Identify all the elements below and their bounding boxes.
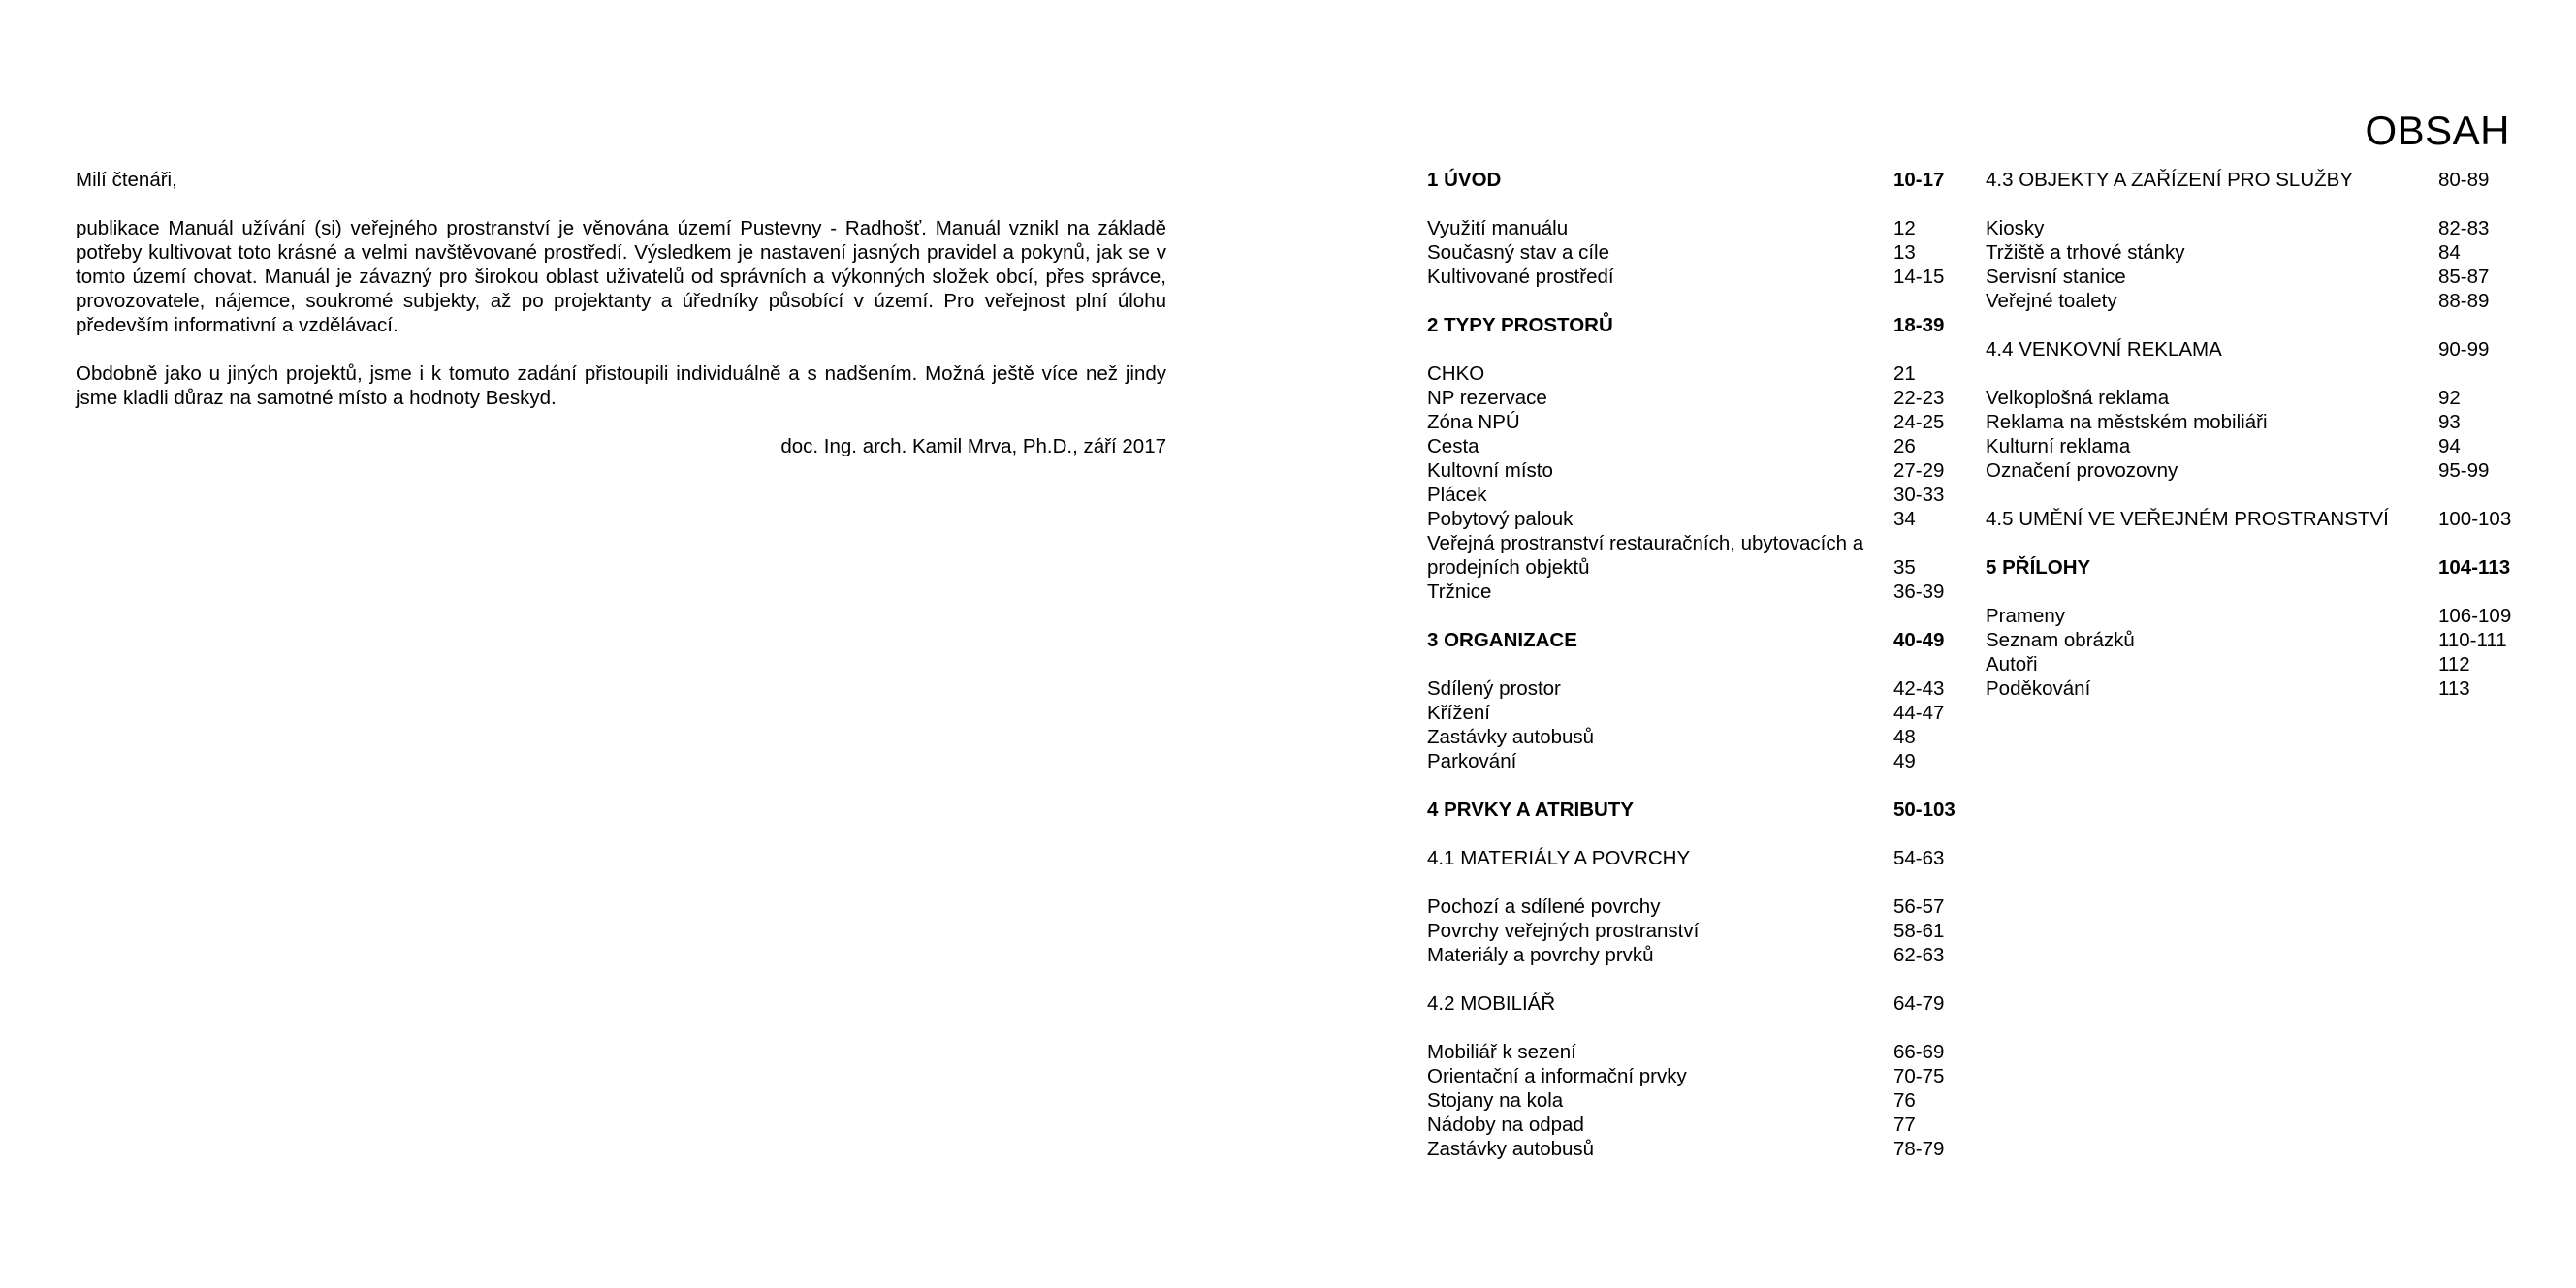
toc-entry [1427, 483, 1970, 507]
toc-entry-label: Zastávky autobusů [1427, 726, 1595, 748]
toc-entry-label: Tržnice [1427, 581, 1492, 603]
toc-entry-pages: 44-47 [1893, 702, 1945, 724]
toc-entry-pages: 34 [1893, 508, 1916, 530]
toc-entry-pages: 110-111 [2438, 629, 2507, 651]
toc-entry [1427, 458, 1970, 483]
toc-entry-label: Veřejné toalety [1986, 290, 2117, 312]
toc-entry-pages: 12 [1893, 217, 1916, 239]
toc-entry-pages: 18-39 [1893, 314, 1945, 336]
toc-entry-label: Veřejná prostranství restauračních, ubytovacích a prodejních objektů [1427, 532, 1864, 579]
toc-entry-pages: 48 [1893, 726, 1916, 748]
toc-entry-pages: 84 [2438, 241, 2461, 264]
toc-entry-label: Kultovní místo [1427, 459, 1553, 482]
toc-entry [1986, 337, 2514, 361]
toc-entry [1427, 531, 1970, 580]
toc-entry-pages: 62-63 [1893, 944, 1945, 966]
toc-entry-pages: 50-103 [1893, 799, 1956, 821]
toc-entry-label: 1 ÚVOD [1427, 169, 1502, 191]
toc-entry [1986, 676, 2514, 701]
toc-entry [1427, 991, 1970, 1016]
toc-entry [1427, 1040, 1970, 1064]
toc-entry [1986, 458, 2514, 483]
toc-entry [1427, 919, 1970, 943]
toc-entry-pages: 30-33 [1893, 484, 1945, 506]
toc-entry-label: Zastávky autobusů [1427, 1138, 1595, 1160]
toc-entry [1986, 216, 2514, 240]
toc-entry [1427, 410, 1970, 434]
toc-entry-label: Reklama na městském mobiliáři [1986, 411, 2268, 433]
toc-entry-label: Využití manuálu [1427, 217, 1569, 239]
toc-entry-label: 4 PRVKY A ATRIBUTY [1427, 799, 1635, 821]
toc-entry [1986, 652, 2514, 676]
toc-entry [1427, 216, 1970, 240]
toc-entry-label: Povrchy veřejných prostranství [1427, 920, 1700, 942]
toc-entry-label: Orientační a informační prvky [1427, 1065, 1687, 1087]
toc-entry-pages: 78-79 [1893, 1138, 1945, 1160]
toc-entry-pages: 94 [2438, 435, 2461, 457]
toc-entry-pages: 70-75 [1893, 1065, 1945, 1087]
toc-entry-pages: 82-83 [2438, 217, 2490, 239]
toc-entry-label: 2 TYPY PROSTORŮ [1427, 314, 1613, 336]
toc-entry-label: Autoři [1986, 653, 2038, 675]
toc-entry-label: Tržiště a trhové stánky [1986, 241, 2185, 264]
toc-entry [1427, 943, 1970, 967]
toc-entry-label: Materiály a povrchy prvků [1427, 944, 1654, 966]
toc-entry-label: 4.4 VENKOVNÍ REKLAMA [1986, 338, 2222, 361]
toc-entry-pages: 92 [2438, 387, 2461, 409]
toc-entry-pages: 35 [1893, 556, 1916, 579]
foreword-greeting: Milí čtenáři, [76, 169, 177, 191]
toc-entry-label: Cesta [1427, 435, 1479, 457]
toc-title: OBSAH [2365, 108, 2510, 153]
toc-entry [1427, 240, 1970, 265]
toc-entry [1986, 434, 2514, 458]
toc-entry-pages: 40-49 [1893, 629, 1945, 651]
toc-entry-pages: 13 [1893, 241, 1916, 264]
toc-entry [1986, 604, 2514, 628]
toc-entry-label: Parkování [1427, 750, 1517, 772]
toc-entry-label: 4.3 OBJEKTY A ZAŘÍZENÍ PRO SLUŽBY [1986, 169, 2353, 191]
toc-entry [1427, 798, 1970, 822]
toc-entry-pages: 77 [1893, 1114, 1916, 1136]
toc-entry-pages: 76 [1893, 1089, 1916, 1112]
toc-entry-label: Zóna NPÚ [1427, 411, 1520, 433]
foreword-signature: doc. Ing. arch. Kamil Mrva, Ph.D., září 2017 [780, 435, 1166, 457]
toc-entry-pages: 42-43 [1893, 677, 1945, 700]
toc-entry-label: 5 PŘÍLOHY [1986, 556, 2091, 579]
toc-entry [1427, 1064, 1970, 1088]
toc-entry-label: 4.5 UMĚNÍ VE VEŘEJNÉM PROSTRANSTVÍ [1986, 508, 2389, 530]
toc-entry [1427, 725, 1970, 749]
toc-entry-pages: 56-57 [1893, 895, 1945, 918]
toc-entry-pages: 21 [1893, 362, 1916, 385]
toc-entry [1986, 628, 2514, 652]
foreword-paragraph: Obdobně jako u jiných projektů, jsme i k tomuto zadání přistoupili individuálně a s nadšením. Možná ještě více než jindy jsme kladli důraz na samotné místo a hodnoty Beskyd. [76, 362, 1166, 409]
toc-entry [1427, 507, 1970, 531]
toc-entry-label: CHKO [1427, 362, 1485, 385]
toc-entry [1427, 701, 1970, 725]
toc-entry [1427, 434, 1970, 458]
toc-entry-pages: 113 [2438, 677, 2470, 700]
toc-entry-label: Současný stav a cíle [1427, 241, 1610, 264]
toc-entry [1427, 313, 1970, 337]
toc-entry-label: Pobytový palouk [1427, 508, 1574, 530]
foreword-paragraph: publikace Manuál užívání (si) veřejného prostranství je věnována území Pustevny - Radhošť. Manuál vznikl na základě potřeby kultivovat toto krásné a velmi navštěvované prostředí. Výsledkem je nastavení jasných pravidel a pokynů, jak se v tomto území chovat. Manuál je závazný pro širokou oblast uživatelů od správních a výkonných složek obcí, přes správce, provozovatele, nájemce, soukromé subjekty, až po projektanty a úředníky působící v území. Pro veřejnost plní úlohu především informativní a vzdělávací. [76, 217, 1166, 336]
toc-entry-label: Nádoby na odpad [1427, 1114, 1584, 1136]
toc-entry-label: Seznam obrázků [1986, 629, 2135, 651]
toc-entry [1986, 386, 2514, 410]
toc-entry-pages: 54-63 [1893, 847, 1945, 869]
toc-entry [1427, 895, 1970, 919]
toc-entry-pages: 22-23 [1893, 387, 1945, 409]
toc-entry [1427, 580, 1970, 604]
toc-entry [1427, 1113, 1970, 1137]
toc-entry-label: Prameny [1986, 605, 2066, 627]
toc-entry [1986, 507, 2514, 531]
toc-entry-label: 4.2 MOBILIÁŘ [1427, 992, 1556, 1015]
toc-entry-pages: 104-113 [2438, 556, 2511, 579]
toc-entry-pages: 66-69 [1893, 1041, 1945, 1063]
toc-column-right [1986, 168, 2514, 701]
toc-entry-label: Mobiliář k sezení [1427, 1041, 1576, 1063]
toc-entry [1427, 265, 1970, 289]
toc-entry-label: Kiosky [1986, 217, 2045, 239]
toc-entry-label: Sdílený prostor [1427, 677, 1561, 700]
toc-entry-pages: 24-25 [1893, 411, 1945, 433]
toc-entry [1986, 168, 2514, 192]
toc-entry-label: 4.1 MATERIÁLY A POVRCHY [1427, 847, 1691, 869]
toc-entry-pages: 100-103 [2438, 508, 2512, 530]
toc-entry-pages: 10-17 [1893, 169, 1945, 191]
toc-entry-label: Plácek [1427, 484, 1487, 506]
toc-entry-pages: 49 [1893, 750, 1916, 772]
toc-entry-pages: 112 [2438, 653, 2470, 675]
toc-entry-label: Servisní stanice [1986, 266, 2126, 288]
toc-entry-label: Kultivované prostředí [1427, 266, 1614, 288]
toc-entry-pages: 27-29 [1893, 459, 1945, 482]
toc-entry-pages: 90-99 [2438, 338, 2490, 361]
toc-entry [1427, 628, 1970, 652]
toc-entry [1986, 410, 2514, 434]
toc-entry-pages: 80-89 [2438, 169, 2490, 191]
toc-entry-pages: 106-109 [2438, 605, 2512, 627]
toc-entry-label: NP rezervace [1427, 387, 1547, 409]
foreword [76, 168, 1166, 483]
toc-entry-pages: 64-79 [1893, 992, 1945, 1015]
toc-entry-label: Poděkování [1986, 677, 2091, 700]
toc-entry-pages: 95-99 [2438, 459, 2490, 482]
toc-entry [1427, 386, 1970, 410]
toc-column-left [1427, 168, 1970, 1161]
toc-entry-label: Pochozí a sdílené povrchy [1427, 895, 1661, 918]
toc-entry-label: Velkoplošná reklama [1986, 387, 2170, 409]
toc-entry [1986, 555, 2514, 580]
toc-entry [1986, 240, 2514, 265]
toc-entry [1427, 749, 1970, 773]
toc-entry [1427, 846, 1970, 870]
toc-entry-pages: 26 [1893, 435, 1916, 457]
toc-entry-label: 3 ORGANIZACE [1427, 629, 1577, 651]
toc-entry-label: Křížení [1427, 702, 1490, 724]
toc-entry-pages: 36-39 [1893, 581, 1945, 603]
toc-entry [1427, 168, 1970, 192]
toc-entry-label: Označení provozovny [1986, 459, 2178, 482]
toc-entry [1427, 361, 1970, 386]
toc-entry-pages: 93 [2438, 411, 2461, 433]
toc-entry [1986, 289, 2514, 313]
toc-entry [1427, 1088, 1970, 1113]
toc-entry-pages: 14-15 [1893, 266, 1945, 288]
toc-entry [1427, 676, 1970, 701]
toc-entry-label: Stojany na kola [1427, 1089, 1564, 1112]
toc-entry [1427, 1137, 1970, 1161]
toc-entry-pages: 88-89 [2438, 290, 2490, 312]
toc-entry [1986, 265, 2514, 289]
toc-entry-pages: 85-87 [2438, 266, 2490, 288]
toc-entry-label: Kulturní reklama [1986, 435, 2131, 457]
toc-entry-pages: 58-61 [1893, 920, 1945, 942]
